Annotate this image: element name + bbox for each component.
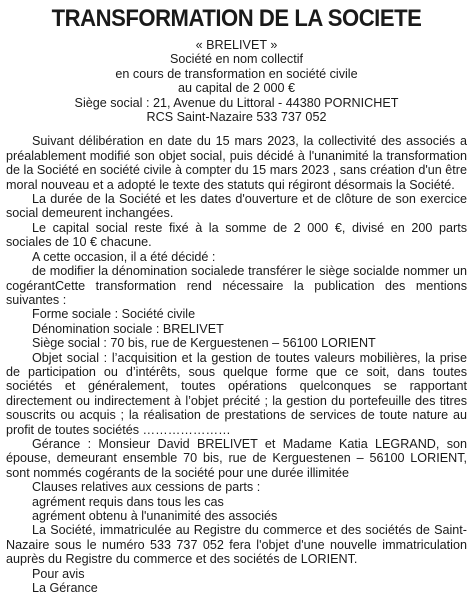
- paragraph-decisions: de modifier la dénomination socialede transférer le siège socialde nommer un cogérantCette transformation rend nécessaire la publication des mentions suivantes :: [6, 264, 467, 307]
- paragraph-seat: Siège social : 70 bis, rue de Kerguestenen – 56100 LORIENT: [32, 336, 376, 351]
- company-header: [6, 38, 467, 124]
- company-address: Siège social : 21, Avenue du Littoral - 44380 PORNICHET: [74, 95, 399, 110]
- paragraph-object: Objet social : l’acquisition et la gestion de toutes valeurs mobilières, la prise de participation ou d’intérêts, sous quelque forme que ce soit, dans toutes sociétés et généralement, toutes opérations quelconques se rapportant directement ou indirectement à l’objet précité ; la gestion du portefeuille des titres souscrits ou acquis ; la réalisation de prestations de services de toute nature au profit de toutes sociétés …………………: [6, 350, 467, 437]
- company-form: Société en nom collectif: [169, 52, 303, 67]
- paragraph-clauses: Clauses relatives aux cessions de parts :: [32, 480, 261, 495]
- paragraph-deliberation: Suivant délibération en date du 15 mars 2023, la collectivité des associés a préalablement modifié son objet social, puis décidé à l'unanimité la transformation de la Société en société civile à compter du 15 mars 2023 , sans création d'un être moral nouveau et a adopté le texte des statuts qui régiront désormais la Société.: [6, 134, 467, 192]
- paragraph-capital: Le capital social reste fixé à la somme de 2 000 €, divisé en 200 parts sociales de 10 € chacune.: [6, 220, 467, 250]
- paragraph-approval-unanimity: agrément obtenu à l'unanimité des associés: [32, 509, 278, 523]
- company-transformation: en cours de transformation en société civile: [115, 66, 358, 81]
- paragraph-gerance: La Gérance: [32, 581, 98, 595]
- paragraph-denomination: Dénomination sociale : BRELIVET: [32, 321, 224, 336]
- notice-body: [6, 134, 467, 595]
- paragraph-registration: La Société, immatriculée au Registre du commerce et des sociétés de Saint-Nazaire sous le numéro 533 737 052 fera l'objet d'une nouvelle immatriculation auprès du Registre du commerce et des sociétés de LORIENT.: [6, 523, 467, 567]
- paragraph-form: Forme sociale : Société civile: [32, 307, 196, 322]
- company-rcs: RCS Saint-Nazaire 533 737 052: [146, 110, 327, 125]
- paragraph-approval-required: agrément requis dans tous les cas: [32, 494, 224, 509]
- paragraph-occasion: A cette occasion, il a été décidé :: [32, 249, 216, 264]
- paragraph-pour-avis: Pour avis: [32, 566, 85, 581]
- paragraph-duration: La durée de la Société et les dates d'ouverture et de clôture de son exercice social demeurent inchangées.: [6, 192, 467, 221]
- company-capital: au capital de 2 000 €: [178, 81, 295, 96]
- notice-title: TRANSFORMATION DE LA SOCIETE: [51, 5, 422, 32]
- company-name: « BRELIVET »: [195, 38, 278, 52]
- paragraph-management: Gérance : Monsieur David BRELIVET et Madame Katia LEGRAND, son épouse, demeurant ensemble 70 bis, rue de Kerguestenen – 56100 LORIENT, sont nommés cogérants de la société pour une durée illimitée: [6, 436, 467, 480]
